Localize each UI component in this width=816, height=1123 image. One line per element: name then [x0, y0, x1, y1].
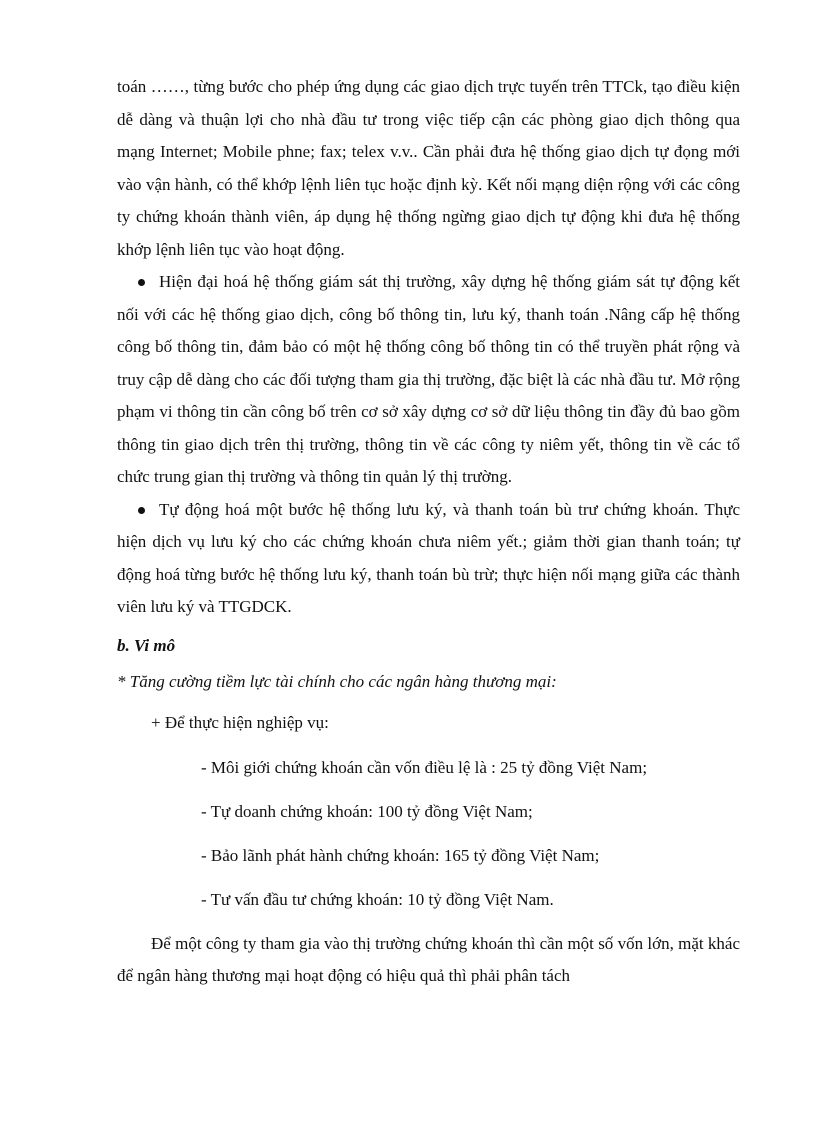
dash-item: - Môi giới chứng khoán cần vốn điều lệ là : 25 tỷ đồng Việt Nam;	[201, 757, 648, 777]
plus-item: + Để thực hiện nghiệp vụ:	[151, 712, 329, 732]
italic-subheading: * Tăng cường tiềm lực tài chính cho các ngân hàng thương mại:	[117, 671, 557, 691]
bullet-text: Tự động hoá một bước hệ thống lưu ký, và thanh toán bù trư chứng khoán. Thực hiện dịch vụ lưu ký cho các chứng khoán chưa niêm yết.; giảm thời gian thanh toán; tự động hoá từng bước hệ thống lưu ký, thanh toán bù trừ; thực hiện nối mạng giữa các thành viên lưu ký và TTGDCK.	[117, 499, 740, 616]
dash-item: - Tự doanh chứng khoán: 100 tỷ đồng Việt Nam;	[201, 801, 533, 821]
bullet-item-market-supervision	[117, 266, 740, 494]
bullet-item-depository	[117, 494, 740, 624]
bullet-text: Hiện đại hoá hệ thống giám sát thị trường, xây dựng hệ thống giám sát tự động kết nối với các hệ thống giao dịch, công bố thông tin, lưu ký, thanh toán .Nâng cấp hệ thống công bố thông tin, đảm bảo có một hệ thống công bố thông tin có thể truyền phát rộng và truy cập dễ dàng cho các đối tượng tham gia thị trường, đặc biệt là các nhà đầu tư. Mở rộng phạm vi thông tin cần công bố trên cơ sở xây dựng cơ sở dữ liệu thông tin đầy đủ bao gồm thông tin giao dịch trên thị trường, thông tin về các công ty niêm yết, thông tin về các tổ chức trung gian thị trường và thông tin quản lý thị trường.	[117, 272, 740, 486]
dash-item: - Tư vấn đầu tư chứng khoán: 10 tỷ đồng Việt Nam.	[201, 889, 554, 909]
dash-item: - Bảo lãnh phát hành chứng khoán: 165 tỷ đồng Việt Nam;	[201, 845, 600, 865]
paragraph-final: Để một công ty tham gia vào thị trường chứng khoán thì cần một số vốn lớn, mặt khác để ngân hàng thương mại hoạt động có hiệu quả thì phải phân tách	[117, 933, 740, 985]
document-page	[117, 71, 740, 993]
section-heading: b. Vi mô	[117, 635, 176, 655]
paragraph-intro: toán ……, từng bước cho phép ứng dụng các giao dịch trực tuyến trên TTCk, tạo điều kiện dễ dàng và thuận lợi cho nhà đầu tư trong việc tiếp cận các phòng giao dịch thông qua mạng Internet; Mobile phne; fax; telex v.v.. Cần phải đưa hệ thống giao dịch tự đọng mới vào vận hành, có thể khớp lệnh liên tục hoặc định kỳ. Kết nối mạng diện rộng với các công ty chứng khoán thành viên, áp dụng hệ thống ngừng giao dịch tự động khi đưa hệ thống khớp lệnh liên tục vào hoạt động.	[117, 77, 740, 259]
bullet-icon	[138, 507, 145, 514]
bullet-icon	[138, 279, 145, 286]
